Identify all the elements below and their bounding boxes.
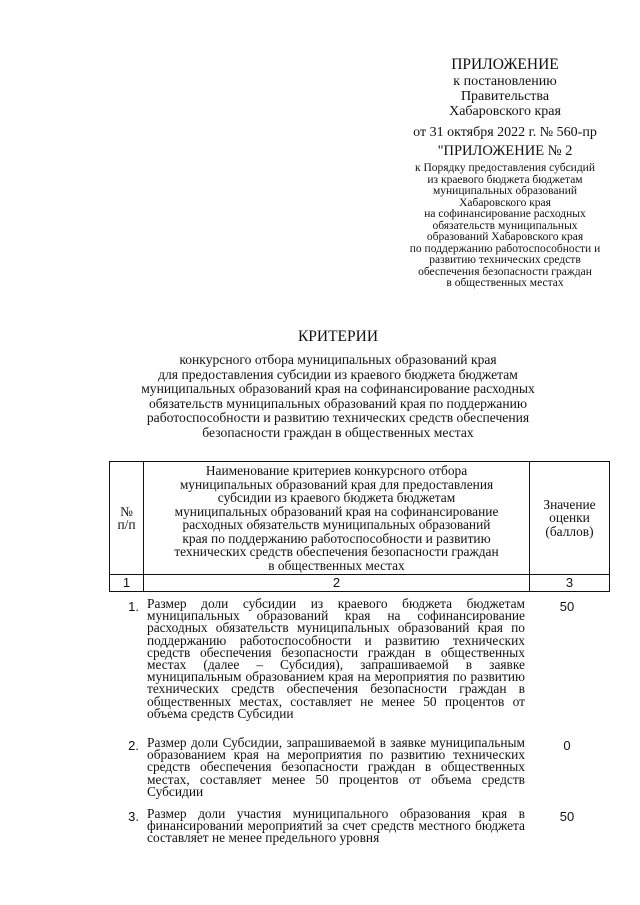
header-name-line: в общественных местах	[268, 557, 405, 573]
header-name-line: края по поддержанию работоспособности и развитию	[182, 530, 491, 546]
header-score-line: Значение	[543, 496, 596, 512]
subtitle-line: для предоставления субсидии из краевого бюджета бюджетам	[158, 366, 518, 382]
procedure-line: муниципальных образований	[432, 185, 578, 197]
procedure-line: в общественных местах	[446, 277, 564, 289]
appendix-heading: ПРИЛОЖЕНИЕ	[451, 56, 559, 73]
procedure-line: на софинансирование расходных	[424, 208, 586, 220]
procedure-line: образований Хабаровского края	[426, 231, 584, 243]
column-number: 1	[110, 575, 144, 592]
document-subtitle	[120, 353, 556, 440]
row-criterion-text: Размер доли субсидии из краевого бюджета бюджетам муниципальных образований края на софинансирование расходных обязательств муниципальных образований края по поддержанию работоспособности и развитию технических средств обеспечения безопасности граждан в общественных местах (далее – Субсидия), запрашиваемой в заявке муниципальным образованием края на мероприятия по развитию технических средств обеспечения безопасности граждан в общественных местах, составляет не менее 50 процентов от объема средств Субсидии	[147, 596, 525, 721]
document-title: КРИТЕРИИ	[297, 328, 379, 345]
table-row	[109, 733, 609, 804]
header-name-line: Наименование критериев конкурсного отбора	[205, 463, 468, 478]
row-criterion-text: Размер доли участия муниципального образования края в финансировании мероприятий за счет средств местного бюджета составляет не менее предельного уровня	[147, 806, 525, 846]
appendix-subtitle-3: Хабаровского края	[449, 104, 561, 119]
procedure-line: Хабаровского края	[459, 196, 551, 209]
table-row	[109, 804, 609, 854]
criteria-rows	[109, 594, 609, 854]
row-number: 2.	[128, 738, 139, 753]
header-score-line: оценки	[549, 510, 590, 526]
header-number-line: №	[120, 503, 133, 519]
header-name-line: муниципальных образований края на софинансирование	[174, 503, 499, 519]
subtitle-line: безопасности граждан в общественных местах	[202, 424, 474, 440]
procedure-line: развитию технических средств	[429, 254, 581, 266]
header-name-line: субсидии из краевого бюджета бюджетам	[217, 490, 456, 505]
header-score-line: (баллов)	[545, 523, 594, 539]
appendix-block	[398, 56, 612, 290]
column-number: 3	[530, 575, 610, 592]
document-title-block	[120, 328, 556, 440]
table-header-row	[110, 462, 610, 575]
column-number: 2	[144, 575, 530, 592]
row-number: 3.	[128, 809, 139, 824]
appendix-subtitle-2: Правительства	[460, 89, 550, 104]
subtitle-line: конкурсного отбора муниципальных образований края	[179, 352, 497, 367]
header-name-line: расходных обязательств муниципальных образований	[182, 517, 491, 532]
row-number: 1.	[128, 599, 139, 614]
header-number-line: п/п	[117, 517, 136, 532]
header-name-line: технических средств обеспечения безопасности граждан	[174, 544, 499, 559]
column-number-row	[110, 575, 610, 592]
procedure-reference	[398, 163, 612, 290]
criteria-table	[109, 461, 610, 592]
subtitle-line: обязательств муниципальных образований края по поддержанию	[148, 395, 528, 411]
row-score: 0	[563, 738, 571, 753]
procedure-line: по поддержанию работоспособности и	[409, 242, 601, 255]
procedure-line: обеспечения безопасности граждан	[418, 265, 592, 278]
procedure-line: из краевого бюджета бюджетам	[427, 173, 583, 186]
decree-reference: от 31 октября 2022 г. № 560-пр	[413, 125, 597, 140]
appendix-subtitle-1: к постановлению	[453, 74, 557, 89]
header-name-line: муниципальных образований края для предоставления	[179, 476, 494, 492]
header-criteria-name	[144, 462, 530, 575]
table-row	[109, 594, 609, 733]
procedure-line: обязательств муниципальных	[432, 219, 578, 232]
subtitle-line: муниципальных образований края на софинансирование расходных	[141, 381, 535, 396]
row-score: 50	[559, 809, 575, 824]
row-criterion-text: Размер доли Субсидии, запрашиваемой в заявке муниципальным образованием края на мероприятия по развитию технических средств обеспечения безопасности граждан в общественных местах, составляет менее 50 процентов от объема средств Субсидии	[147, 735, 525, 799]
appendix-heading-2: "ПРИЛОЖЕНИЕ № 2	[437, 143, 573, 159]
procedure-line: к Порядку предоставления субсидий	[415, 162, 595, 174]
row-score: 50	[559, 599, 575, 614]
header-score	[530, 462, 610, 575]
header-number	[110, 462, 144, 575]
subtitle-line: работоспособности и развитию технических средств обеспечения	[146, 410, 530, 425]
